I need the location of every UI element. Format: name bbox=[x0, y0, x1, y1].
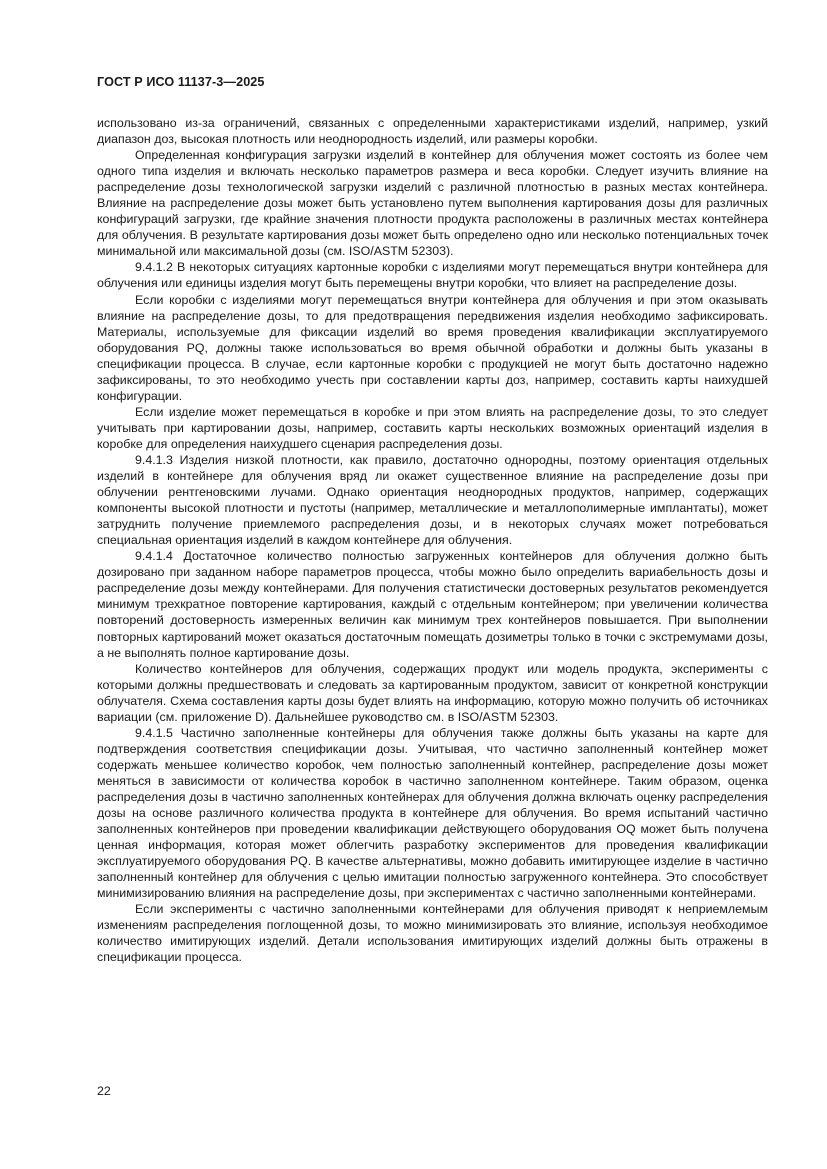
paragraph-container-count: Количество контейнеров для облучения, содержащих продукт или модель продукта, эксперименты с которыми должны предшествовать и следовать за картированным продуктом, зависит от конкретной конструкции облучателя. Схема составления карты дозы будет влиять на информацию, которую можно получить об источниках вариации (см. приложение D). Дальнейшее руководство см. в ISO/ASTM 52303. bbox=[97, 661, 768, 724]
paragraph-partial-containers: Если эксперименты с частично заполненными контейнерами для облучения приводят к неприемлемым изменениям распределения поглощенной дозы, то можно минимизировать это влияние, используя необходимое количество имитирующих изделий. Детали использования имитирующих изделий должны быть отражены в спецификации процесса. bbox=[97, 902, 768, 965]
paragraph-box-movement: Если коробки с изделиями могут перемещаться внутри контейнера для облучения и при этом оказывать влияние на распределение дозы, то для предотвращения передвижения изделия необходимо зафиксировать. Материалы, используемые для фиксации изделий во время проведения квалификации эксплуатируемого оборудования PQ, должны также использоваться во время обычной обработки и должны быть указаны в спецификации процесса. В случае, если картонные коробки с продукцией не могут быть достаточно надежно зафиксированы, то это необходимо учесть при составлении карты доз, например, составить карты наихудшей конфигурации. bbox=[97, 292, 768, 403]
paragraph-load-configuration: Определенная конфигурация загрузки изделий в контейнер для облучения может состоять из более чем одного типа изделия и включать несколько параметров размера и веса коробки. Следует изучить влияние на распределение дозы технологической загрузки изделий с различной плотностью в разных местах контейнера. Влияние на распределение дозы может быть установлено путем выполнения картирования дозы для различных конфигураций загрузки, где крайние значения плотности продукта расположены в различных местах контейнера для облучения. В результате картирования дозы может быть определено одно или несколько потенциальных точек минимальной или максимальной дозы (см. ISO/ASTM 52303). bbox=[97, 148, 768, 259]
paragraph-9-4-1-4: 9.4.1.4 Достаточное количество полностью загруженных контейнеров для облучения должно быть дозировано при заданном наборе параметров процесса, чтобы можно было определить вариабельность дозы и распределение дозы между контейнерами. Для получения статистически достоверных результатов рекомендуется минимум трехкратное повторение картирования, каждый с отдельным контейнером; при увеличении количества повторений достоверность измеренных величин как минимум трех контейнеров повышается. При выполнении повторных картирований может оказаться достаточным помещать дозиметры только в точки с экстремумами дозы, а не выполнять полное картирование дозы. bbox=[97, 549, 768, 660]
paragraph-continuation: использовано из-за ограничений, связанных с определенными характеристиками изделий, например, узкий диапазон доз, высокая плотность или неоднородность изделий, или размеры коробки. bbox=[97, 116, 768, 147]
body-text bbox=[97, 115, 768, 965]
page-number: 22 bbox=[97, 1084, 111, 1098]
document-header: ГОСТ Р ИСО 11137-3—2025 bbox=[97, 75, 265, 89]
paragraph-9-4-1-3: 9.4.1.3 Изделия низкой плотности, как правило, достаточно однородны, поэтому ориентация отдельных изделий в контейнере для облучения вряд ли окажет существенное влияние на распределение дозы при облучении рентгеновскими лучами. Однако ориентация неоднородных продуктов, например, содержащих компоненты высокой плотности и пустоты (например, металлические и металлополимерные имплантаты), может затруднить получение приемлемого распределения дозы, и в некоторых случаях может потребоваться специальная ориентация изделий в каждом контейнере для облучения. bbox=[97, 452, 768, 548]
paragraph-9-4-1-5: 9.4.1.5 Частично заполненные контейнеры для облучения также должны быть указаны на карте для подтверждения соответствия спецификации дозы. Учитывая, что частично заполненный контейнер может содержать меньшее количество коробок, чем полностью заполненный контейнер, распределение дозы может меняться в зависимости от количества коробок в частично заполненном контейнере. Таким образом, оценка распределения дозы в частично заполненных контейнерах для облучения должна включать оценку распределения дозы на основе различного количества продукта в контейнере для облучения. Во время испытаний частично заполненных контейнеров при проведении квалификации действующего оборудования OQ может быть получена ценная информация, которая может облегчить разработку экспериментов для проведения квалификации эксплуатируемого оборудования PQ. В качестве альтернативы, можно добавить имитирующее изделие в частично заполненный контейнер для облучения с целью имитации полностью загруженного контейнера. Это способствует минимизированию влияния на распределение дозы, при экспериментах с частично заполненными контейнерами. bbox=[97, 725, 768, 901]
paragraph-product-movement: Если изделие может перемещаться в коробке и при этом влиять на распределение дозы, то это следует учитывать при картировании дозы, например, составить карты нескольких возможных ориентаций изделия в коробке для определения наихудшего сценария распределения дозы. bbox=[97, 404, 768, 451]
paragraph-9-4-1-2: 9.4.1.2 В некоторых ситуациях картонные коробки с изделиями могут перемещаться внутри контейнера для облучения или единицы изделия могут быть перемещены внутри коробки, что влияет на распределение дозы. bbox=[97, 260, 768, 291]
